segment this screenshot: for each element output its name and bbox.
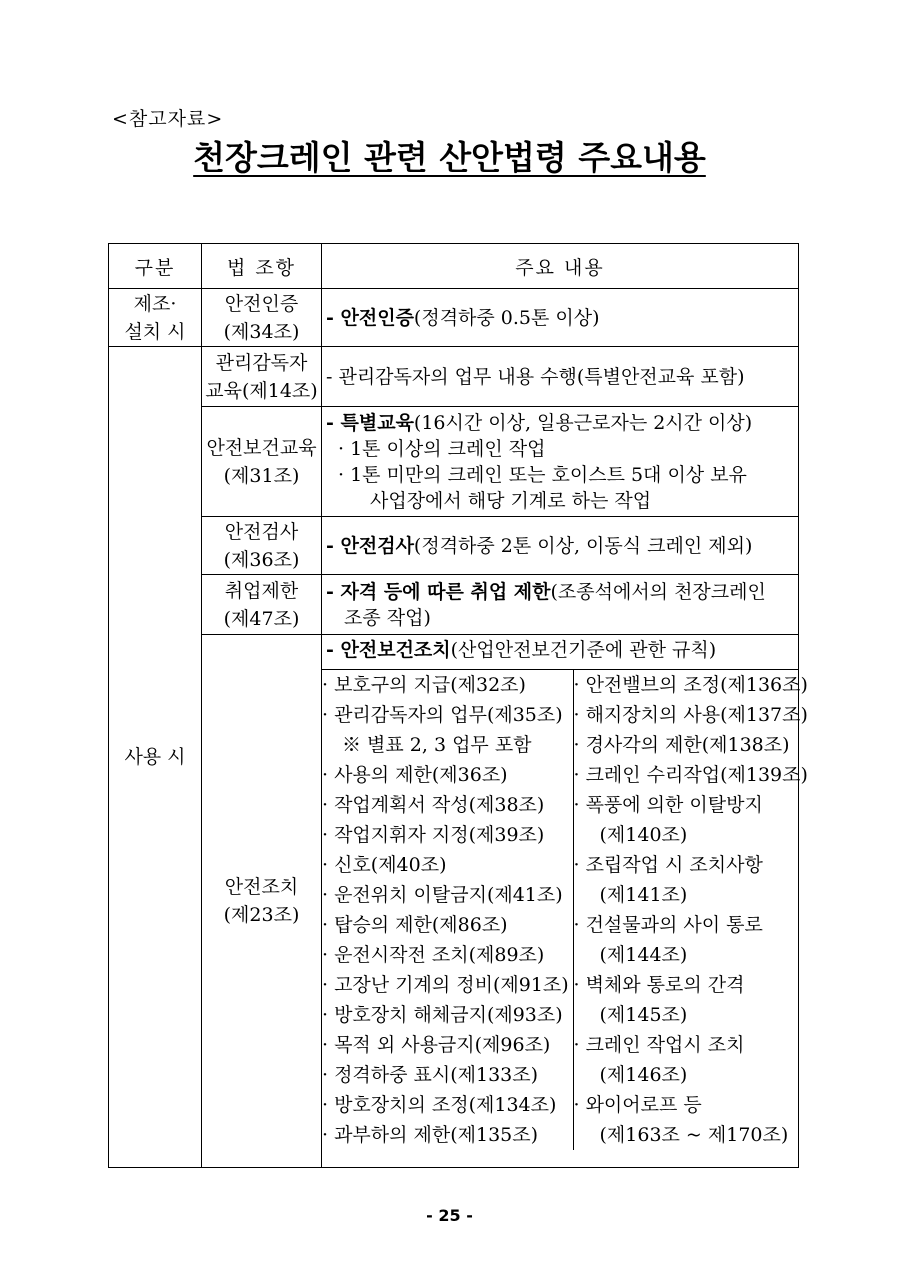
- list-item: · 방호장치의 조정(제134조): [322, 1094, 557, 1116]
- header-content: 주요 내용: [322, 244, 799, 289]
- table-row: [109, 517, 799, 575]
- article-cell: 안전보건교육 (제31조): [202, 407, 322, 517]
- list-item: · 와이어로프 등: [573, 1094, 702, 1116]
- header-article: 법 조항: [202, 244, 322, 289]
- list-item: · 사용의 제한(제36조): [322, 764, 508, 786]
- category-cell: 사용 시: [109, 347, 202, 1168]
- list-item: · 탑승의 제한(제86조): [322, 914, 508, 936]
- list-item: · 건설물과의 사이 통로: [573, 914, 763, 936]
- table-row: [109, 347, 799, 407]
- list-item: · 작업지휘자 지정(제39조): [322, 824, 545, 846]
- list-item-cont: (제144조): [599, 944, 688, 966]
- list-item: · 고장난 기계의 정비(제91조): [322, 974, 569, 996]
- article-cell: 안전인증 (제34조): [202, 289, 322, 347]
- list-item-cont: (제163조 ~ 제170조): [599, 1124, 789, 1146]
- article-cell: 취업제한 (제47조): [202, 575, 322, 635]
- header-category: 구분: [109, 244, 202, 289]
- table-row: [109, 635, 799, 1168]
- list-item: · 운전시작전 조치(제89조): [322, 944, 545, 966]
- reference-label: <참고자료>: [112, 108, 224, 130]
- list-item: · 작업계획서 작성(제38조): [322, 794, 545, 816]
- article-cell: 관리감독자 교육(제14조): [202, 347, 322, 407]
- list-item: · 과부하의 제한(제135조): [322, 1124, 539, 1146]
- list-item: · 경사각의 제한(제138조): [573, 734, 790, 756]
- list-item: · 보호구의 지급(제32조): [322, 674, 526, 696]
- table-row: [109, 575, 799, 635]
- list-item-cont: (제140조): [599, 824, 688, 846]
- table-row: [109, 407, 799, 517]
- list-item: · 방호장치 해체금지(제93조): [322, 1004, 563, 1026]
- safety-measures-table: [322, 670, 808, 1150]
- list-item: · 신호(제40조): [322, 854, 447, 876]
- safety-right-column: [573, 670, 808, 1150]
- content-cell: - 특별교육(16시간 이상, 일용근로자는 2시간 이상) · 1톤 이상의 크레인 작업 · 1톤 미만의 크레인 또는 호이스트 5대 이상 보유 사업장에서 해당 기계로 하는 작업: [322, 407, 799, 517]
- list-item-cont: (제145조): [599, 1004, 688, 1026]
- list-note: ※ 별표 2, 3 업무 포함: [342, 734, 532, 756]
- table-row: [109, 289, 799, 347]
- article-cell: 안전조치 (제23조): [202, 635, 322, 1168]
- list-item: · 해지장치의 사용(제137조): [573, 704, 808, 726]
- safety-heading: - 안전보건조치(산업안전보건기준에 관한 규칙): [322, 635, 798, 670]
- page-title: 천장크레인 관련 산안법령 주요내용: [193, 138, 706, 177]
- list-item: · 목적 외 사용금지(제96조): [322, 1034, 551, 1056]
- page-number: - 25 -: [426, 1206, 473, 1225]
- list-item: · 크레인 수리작업(제139조): [573, 764, 808, 786]
- list-item: · 정격하중 표시(제133조): [322, 1064, 539, 1086]
- list-item: · 벽체와 통로의 간격: [573, 974, 745, 996]
- regulation-table: [108, 243, 808, 1168]
- list-item: · 관리감독자의 업무(제35조): [322, 704, 563, 726]
- content-cell: - 관리감독자의 업무 내용 수행(특별안전교육 포함): [322, 347, 799, 407]
- list-item: · 크레인 작업시 조치: [573, 1034, 745, 1056]
- list-item: · 안전밸브의 조정(제136조): [573, 674, 808, 696]
- list-item: · 조립작업 시 조치사항: [573, 854, 763, 876]
- safety-left-column: [322, 670, 573, 1150]
- content-cell: - 안전인증(정격하중 0.5톤 이상): [322, 289, 799, 347]
- category-cell: 제조· 설치 시: [109, 289, 202, 347]
- content-cell: - 자격 등에 따른 취업 제한(조종석에서의 천장크레인 조종 작업): [322, 575, 799, 635]
- table-header-row: [109, 244, 799, 289]
- list-item-cont: (제146조): [599, 1064, 688, 1086]
- list-item: · 폭풍에 의한 이탈방지: [573, 794, 763, 816]
- list-item: · 운전위치 이탈금지(제41조): [322, 884, 563, 906]
- content-cell: [322, 635, 808, 1168]
- article-cell: 안전검사 (제36조): [202, 517, 322, 575]
- content-cell: - 안전검사(정격하중 2톤 이상, 이동식 크레인 제외): [322, 517, 799, 575]
- list-item-cont: (제141조): [599, 884, 688, 906]
